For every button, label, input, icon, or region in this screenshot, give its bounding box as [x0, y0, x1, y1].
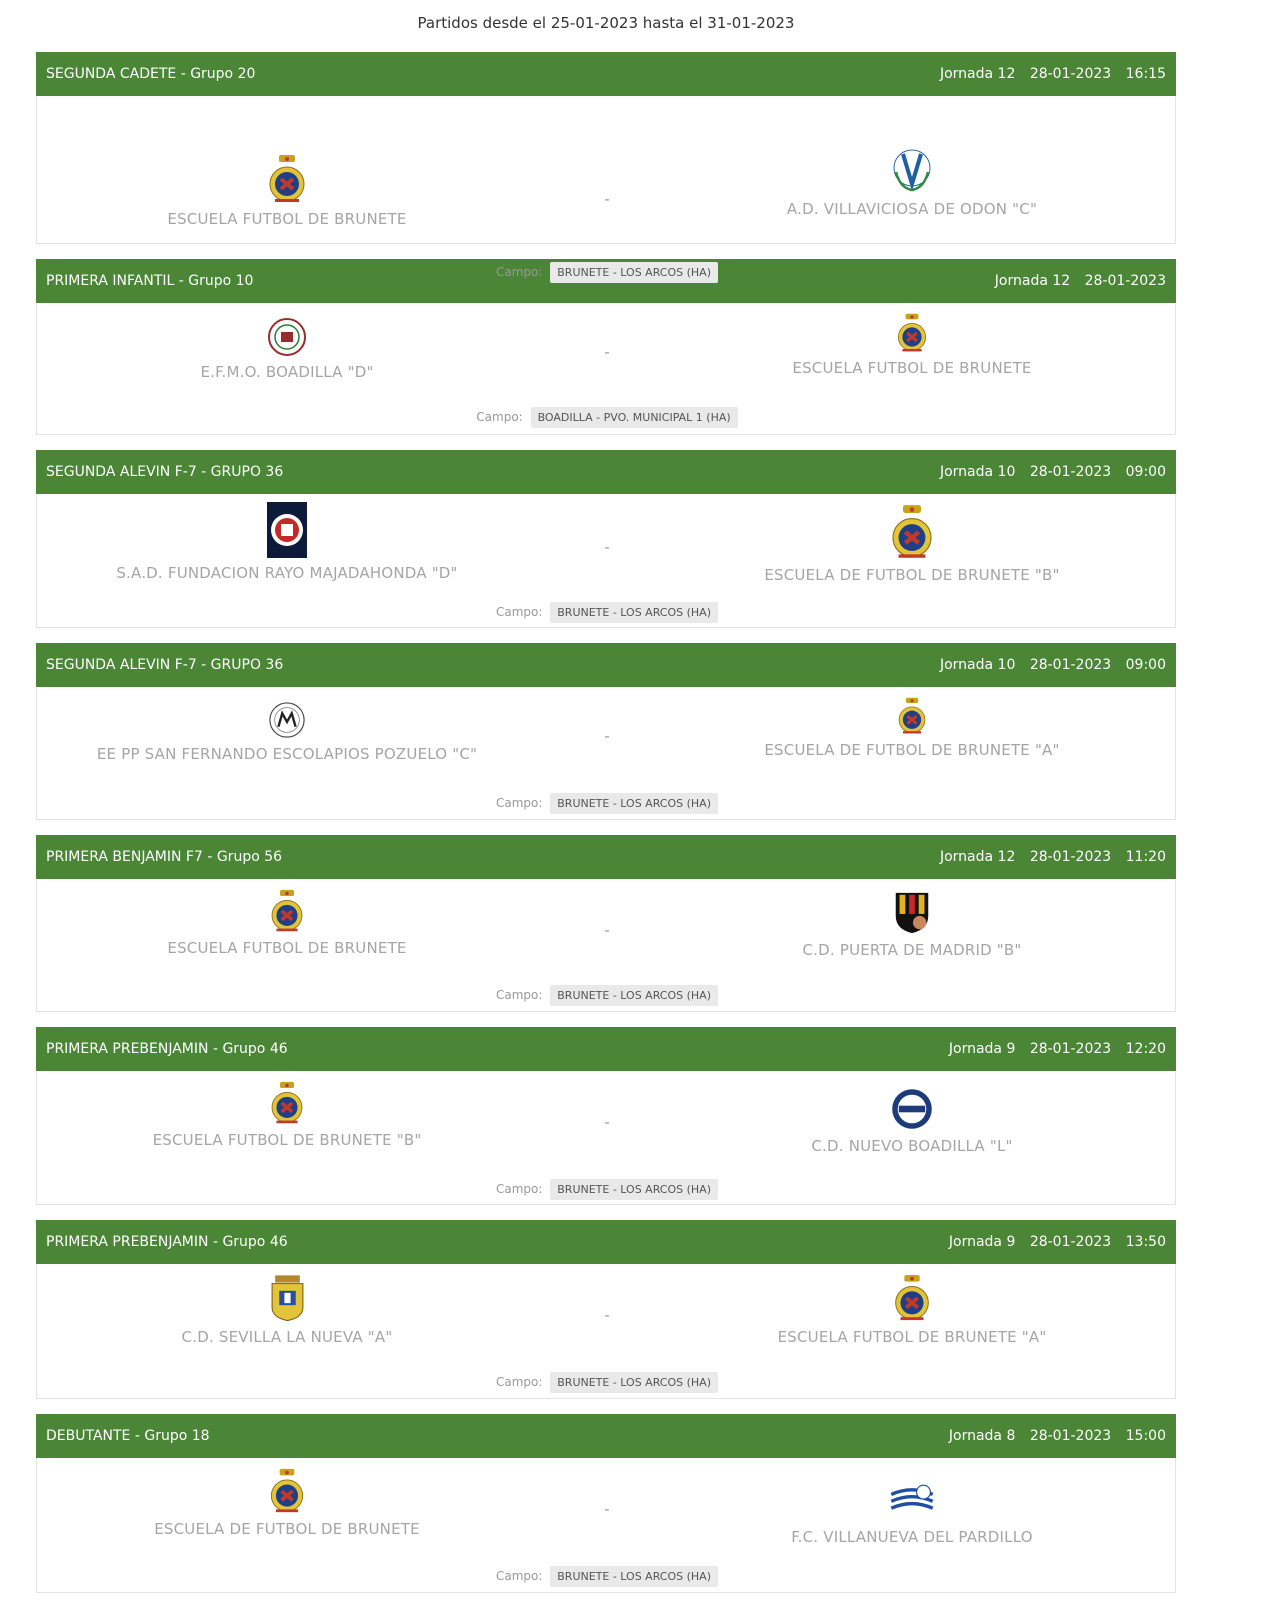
away-team[interactable] [662, 313, 1162, 377]
match-header [36, 643, 1176, 687]
match-header [36, 52, 1176, 96]
home-team-name[interactable]: E.F.M.O. BOADILLA "D" [200, 363, 374, 381]
venue-row [37, 1372, 1177, 1393]
away-team[interactable] [662, 1476, 1162, 1546]
score-separator: - [604, 538, 610, 556]
match-time: 16:15 [1125, 66, 1166, 82]
score-separator: - [604, 1500, 610, 1518]
venue-badge[interactable]: BRUNETE - LOS ARCOS (HA) [550, 602, 718, 623]
away-team-name[interactable]: ESCUELA DE FUTBOL DE BRUNETE "B" [764, 566, 1060, 584]
match-header [36, 1414, 1176, 1458]
venue-row [37, 262, 1177, 283]
venue-badge[interactable]: BRUNETE - LOS ARCOS (HA) [550, 1372, 718, 1393]
away-team[interactable] [662, 144, 1162, 218]
home-team[interactable] [37, 502, 537, 582]
competition-name: SEGUNDA CADETE - Grupo 20 [46, 66, 256, 82]
venue-row [37, 602, 1177, 623]
competition-name: PRIMERA PREBENJAMIN - Grupo 46 [46, 1041, 288, 1057]
venue-badge[interactable]: BOADILLA - PVO. MUNICIPAL 1 (HA) [531, 407, 738, 428]
match-card [36, 52, 1176, 279]
match-card [36, 835, 1176, 1012]
venue-label: Campo: [495, 605, 543, 619]
match-time: 13:50 [1125, 1234, 1166, 1250]
away-team-name[interactable]: C.D. NUEVO BOADILLA "L" [811, 1137, 1013, 1155]
home-team-name[interactable]: EE PP SAN FERNANDO ESCOLAPIOS POZUELO "C" [96, 745, 478, 763]
match-meta [940, 464, 1166, 480]
competition-name: PRIMERA BENJAMIN F7 - Grupo 56 [46, 849, 283, 865]
away-team[interactable] [662, 1274, 1162, 1346]
match-header [36, 835, 1176, 879]
venue-badge[interactable]: BRUNETE - LOS ARCOS (HA) [550, 262, 718, 283]
match-body [36, 494, 1176, 628]
match-time: 11:20 [1125, 849, 1166, 865]
score-separator: - [604, 190, 610, 208]
venue-label: Campo: [495, 796, 543, 810]
match-body [36, 1071, 1176, 1205]
match-time: 12:20 [1125, 1041, 1166, 1057]
match-card [36, 450, 1176, 628]
home-team-name[interactable]: S.A.D. FUNDACION RAYO MAJADAHONDA "D" [116, 564, 458, 582]
venue-row [37, 1179, 1177, 1200]
match-card [36, 1027, 1176, 1205]
nuevo-boadilla-crest-icon [662, 1087, 1162, 1131]
match-meta [940, 849, 1166, 865]
venue-row [37, 793, 1177, 814]
match-date: 28-01-2023 [1029, 66, 1112, 82]
match-card [36, 1220, 1176, 1399]
competition-name: DEBUTANTE - Grupo 18 [46, 1428, 210, 1444]
venue-badge[interactable]: BRUNETE - LOS ARCOS (HA) [550, 1566, 718, 1587]
jornada: Jornada 9 [948, 1041, 1016, 1057]
score-separator: - [604, 343, 610, 361]
home-team[interactable] [37, 701, 537, 763]
score-separator: - [604, 1113, 610, 1131]
match-body [36, 1264, 1176, 1399]
venue-label: Campo: [495, 265, 543, 279]
match-time: 09:00 [1125, 464, 1166, 480]
away-team-name[interactable]: C.D. PUERTA DE MADRID "B" [802, 941, 1022, 959]
brunete-crest-icon [662, 313, 1162, 353]
competition-name: SEGUNDA ALEVIN F-7 - GRUPO 36 [46, 657, 284, 673]
away-team-name[interactable]: A.D. VILLAVICIOSA DE ODON "C" [786, 200, 1038, 218]
venue-badge[interactable]: BRUNETE - LOS ARCOS (HA) [550, 1179, 718, 1200]
brunete-crest-icon [662, 1274, 1162, 1322]
home-team-name[interactable]: ESCUELA FUTBOL DE BRUNETE "B" [152, 1131, 422, 1149]
away-team-name[interactable]: F.C. VILLANUEVA DEL PARDILLO [791, 1528, 1033, 1546]
match-date: 28-01-2023 [1029, 1041, 1112, 1057]
match-card [36, 259, 1176, 435]
brunete-crest-icon [662, 697, 1162, 735]
boadilla-crest-icon [37, 317, 537, 357]
competition-name: PRIMERA INFANTIL - Grupo 10 [46, 273, 254, 289]
jornada: Jornada 8 [948, 1428, 1016, 1444]
score-separator: - [604, 1306, 610, 1324]
escolapios-crest-icon [37, 701, 537, 739]
home-team[interactable] [37, 1274, 537, 1346]
home-team[interactable] [37, 889, 537, 957]
away-team-name[interactable]: ESCUELA FUTBOL DE BRUNETE [792, 359, 1032, 377]
venue-row [37, 985, 1177, 1006]
match-time: 15:00 [1125, 1428, 1166, 1444]
home-team[interactable] [37, 1081, 537, 1149]
away-team[interactable] [662, 891, 1162, 959]
jornada: Jornada 12 [939, 849, 1016, 865]
rayo-majadahonda-crest-icon [37, 502, 537, 558]
match-header [36, 450, 1176, 494]
brunete-crest-icon [37, 1081, 537, 1125]
match-meta [940, 657, 1166, 673]
brunete-crest-icon [662, 504, 1162, 560]
puerta-madrid-crest-icon [662, 891, 1162, 935]
match-date: 28-01-2023 [1029, 1234, 1112, 1250]
venue-label: Campo: [476, 410, 523, 424]
home-team[interactable] [37, 317, 537, 381]
away-team-name[interactable]: ESCUELA FUTBOL DE BRUNETE "A" [777, 1328, 1047, 1346]
match-date: 28-01-2023 [1029, 464, 1112, 480]
brunete-crest-icon [37, 154, 537, 204]
jornada: Jornada 12 [939, 66, 1016, 82]
villaviciosa-crest-icon [662, 144, 1162, 194]
match-card [36, 643, 1176, 820]
jornada: Jornada 12 [994, 273, 1071, 289]
venue-label: Campo: [495, 1182, 543, 1196]
match-date: 28-01-2023 [1084, 273, 1166, 289]
venue-label: Campo: [495, 1375, 543, 1389]
competition-name: PRIMERA PREBENJAMIN - Grupo 46 [46, 1234, 288, 1250]
away-team[interactable] [662, 504, 1162, 584]
away-team-name[interactable]: ESCUELA DE FUTBOL DE BRUNETE "A" [764, 741, 1060, 759]
home-team[interactable] [37, 154, 537, 228]
match-header [36, 1027, 1176, 1071]
venue-badge[interactable]: BRUNETE - LOS ARCOS (HA) [550, 985, 718, 1006]
home-team-name[interactable]: ESCUELA FUTBOL DE BRUNETE [167, 939, 407, 957]
match-meta [949, 1428, 1166, 1444]
score-separator: - [604, 727, 610, 745]
match-card [36, 1414, 1176, 1593]
home-team-name[interactable]: C.D. SEVILLA LA NUEVA "A" [181, 1328, 393, 1346]
brunete-crest-icon [37, 889, 537, 933]
venue-row [37, 1566, 1177, 1587]
jornada: Jornada 10 [939, 657, 1016, 673]
match-body [36, 303, 1176, 435]
match-date: 28-01-2023 [1029, 849, 1112, 865]
match-body [36, 96, 1176, 279]
date-range-title: Partidos desde el 25-01-2023 hasta el 31-01-2023 [417, 14, 795, 32]
match-date: 28-01-2023 [1029, 1428, 1112, 1444]
competition-name: SEGUNDA ALEVIN F-7 - GRUPO 36 [46, 464, 284, 480]
venue-row [37, 407, 1177, 428]
away-team[interactable] [662, 697, 1162, 759]
venue-label: Campo: [495, 988, 543, 1002]
venue-badge[interactable]: BRUNETE - LOS ARCOS (HA) [550, 793, 718, 814]
venue-label: Campo: [495, 1569, 543, 1583]
match-meta [949, 1041, 1166, 1057]
match-body [36, 1458, 1176, 1593]
match-list [36, 52, 1176, 1608]
brunete-crest-icon [37, 1468, 537, 1514]
match-body [36, 687, 1176, 820]
match-date: 28-01-2023 [1029, 657, 1112, 673]
away-team[interactable] [662, 1087, 1162, 1155]
score-separator: - [604, 921, 610, 939]
match-header [36, 1220, 1176, 1264]
jornada: Jornada 9 [948, 1234, 1016, 1250]
match-meta [949, 1234, 1166, 1250]
jornada: Jornada 10 [939, 464, 1016, 480]
match-time: 09:00 [1125, 657, 1166, 673]
villanueva-pardillo-crest-icon [662, 1476, 1162, 1522]
match-body [36, 879, 1176, 1012]
match-meta [940, 66, 1166, 82]
sevilla-nueva-crest-icon [37, 1274, 537, 1322]
home-team-name[interactable]: ESCUELA FUTBOL DE BRUNETE [167, 210, 407, 228]
home-team[interactable] [37, 1468, 537, 1538]
home-team-name[interactable]: ESCUELA DE FUTBOL DE BRUNETE [154, 1520, 420, 1538]
